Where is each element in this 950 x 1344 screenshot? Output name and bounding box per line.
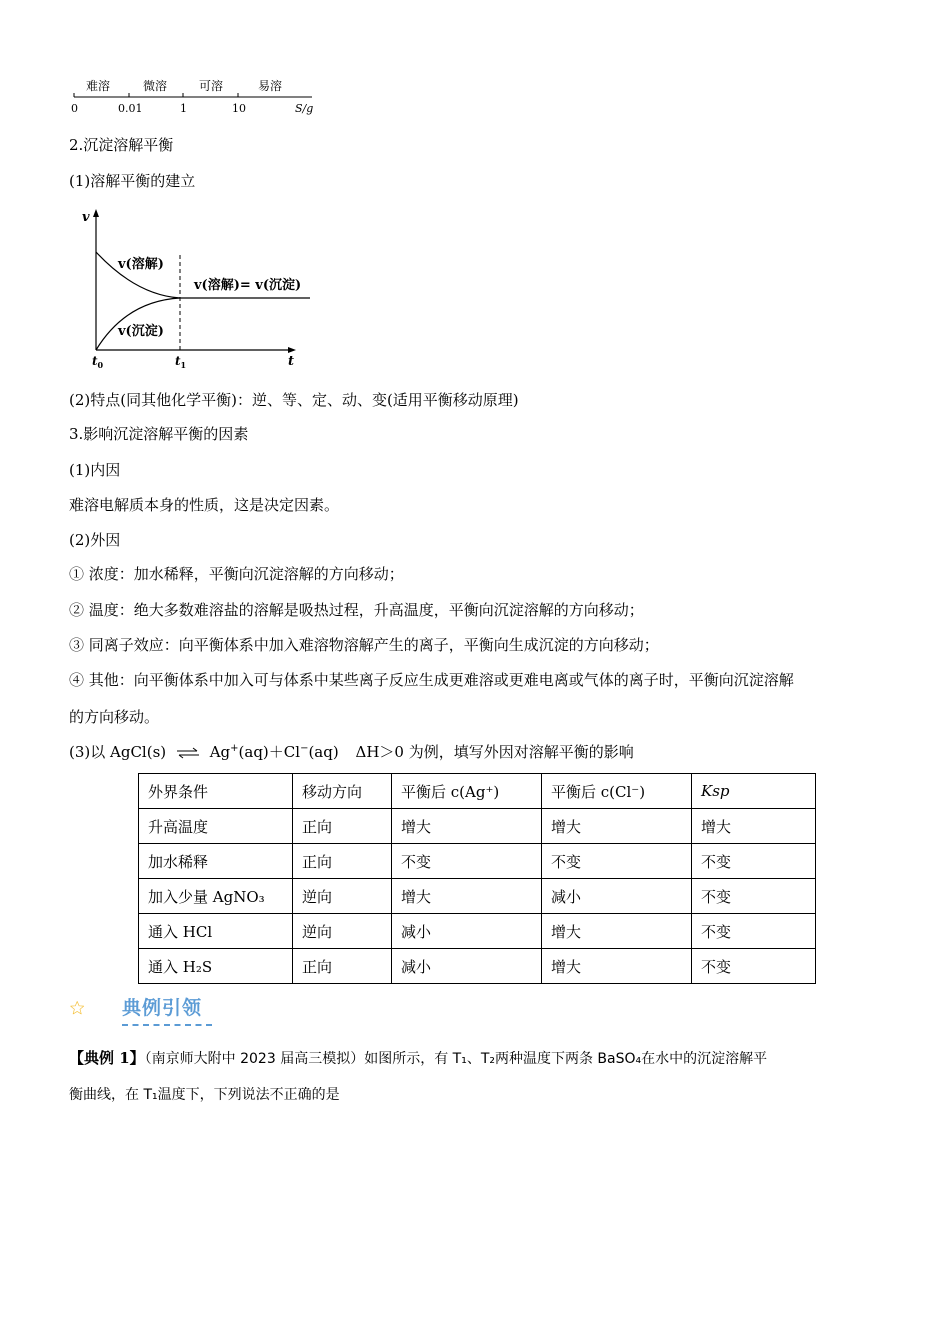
table-header-cell: 移动方向 (293, 774, 392, 809)
table-cell: 通入 HCl (139, 914, 293, 949)
subheading-2-1: (1)溶解平衡的建立 (69, 172, 196, 190)
table-cell: 不变 (692, 949, 816, 984)
scale-segment-label: 微溶 (143, 79, 168, 93)
curve-precip-label: v(沉淀) (118, 324, 164, 339)
table-cell: 减小 (542, 879, 692, 914)
t1-label: t (175, 354, 181, 368)
factors-table (138, 773, 816, 984)
cl-charge: − (300, 743, 309, 754)
table-row (139, 949, 816, 984)
table-cell: 逆向 (293, 879, 392, 914)
table-row (139, 809, 816, 844)
table-cell: 通入 H₂S (139, 949, 293, 984)
banner-underline (122, 1024, 212, 1026)
equilibrium-arrow-icon (175, 747, 201, 759)
factor-item: ① 浓度：加水稀释，平衡向沉淀溶解的方向移动； (69, 565, 404, 583)
t0-label: t (92, 354, 98, 368)
subheading-2-2: (2)特点(同其他化学平衡)：逆、等、定、动、变(适用平衡移动原理) (69, 391, 519, 409)
table-cell: 减小 (392, 914, 542, 949)
equation-suffix: 为例，填写外因对溶解平衡的影响 (408, 743, 634, 761)
t0-subscript: 0 (97, 360, 104, 370)
table-row (139, 844, 816, 879)
scale-segment-label: 易溶 (258, 79, 283, 93)
scale-axis-label: S/g (295, 102, 314, 115)
table-cell: 不变 (692, 879, 816, 914)
aq-cl: (aq)＋Cl (238, 743, 301, 761)
ag-ion: Ag (209, 743, 231, 761)
scale-tick-label: 0 (71, 102, 78, 115)
t1-subscript: 1 (180, 360, 187, 370)
aq-end: (aq) (308, 743, 339, 761)
table-cell: 正向 (293, 809, 392, 844)
table-cell: 不变 (542, 844, 692, 879)
heading-3: 3.影响沉淀溶解平衡的因素 (69, 425, 249, 443)
curve-dissolve-label: v(溶解) (118, 257, 164, 272)
example-text: （南京师大附中 2023 届高三模拟）如图所示，有 T₁、T₂两种温度下两条 BaSO₄在水中的沉淀溶解平 (144, 1051, 768, 1067)
table-cell: 不变 (692, 844, 816, 879)
scale-segment-label: 可溶 (199, 79, 224, 93)
table-cell: 升高温度 (139, 809, 293, 844)
star-icon (70, 985, 120, 1031)
table-cell: 减小 (392, 949, 542, 984)
table-row (139, 914, 816, 949)
scale-tick-label: 1 (180, 102, 187, 115)
subheading-3-1: (1)内因 (69, 461, 121, 479)
factor-item: ③ 同离子效应：向平衡体系中加入难溶物溶解产生的离子，平衡向生成沉淀的方向移动； (69, 636, 659, 654)
rate-time-graph (76, 205, 326, 370)
ag-charge: + (230, 743, 239, 754)
table-cell: 增大 (692, 809, 816, 844)
table-header-cell: 平衡后 c(Ag⁺) (392, 774, 542, 809)
table-cell: 加入少量 AgNO₃ (139, 879, 293, 914)
subheading-3-3 (69, 741, 634, 763)
table-cell: 正向 (293, 844, 392, 879)
table-header-cell: 外界条件 (139, 774, 293, 809)
svg-text:t0 (92, 354, 104, 370)
scale-tick-label: 10 (232, 102, 246, 115)
table-cell: 增大 (392, 879, 542, 914)
table-cell: 逆向 (293, 914, 392, 949)
example-banner-title: 典例引领 (122, 997, 203, 1019)
factor-item: ④ 其他：向平衡体系中加入可与体系中某些离子反应生成更难溶或更难电离或气体的离子时，平衡向沉淀溶解 (69, 671, 794, 689)
equation-prefix: (3)以 AgCl(s) (69, 743, 167, 761)
delta-h: ΔH＞0 (355, 743, 404, 761)
example-label: 【典例 1】 (69, 1049, 145, 1067)
equilibrium-label: v(溶解)= v(沉淀) (194, 278, 302, 293)
scale-segment-label: 难溶 (86, 79, 111, 93)
table-header-row (139, 774, 816, 809)
table-row (139, 879, 816, 914)
table-cell: 增大 (542, 809, 692, 844)
heading-2: 2.沉淀溶解平衡 (69, 136, 174, 154)
example-line-2: 衡曲线，在 T₁温度下，下列说法不正确的是 (69, 1087, 340, 1103)
table-cell: 不变 (692, 914, 816, 949)
scale-tick-label: 0.01 (118, 102, 143, 115)
svg-text:t1 (175, 354, 186, 370)
x-axis-label: t (288, 354, 295, 369)
example-line-1 (69, 1047, 767, 1070)
table-cell: 增大 (542, 914, 692, 949)
factor-item: 的方向移动。 (69, 708, 160, 726)
subheading-3-2: (2)外因 (69, 531, 121, 549)
y-axis-label: v (82, 210, 90, 225)
table-header-cell: Ksp (692, 774, 816, 809)
table-cell: 加水稀释 (139, 844, 293, 879)
internal-factor-text: 难溶电解质本身的性质，这是决定因素。 (69, 496, 340, 514)
table-cell: 增大 (542, 949, 692, 984)
table-header-cell: 平衡后 c(Cl⁻) (542, 774, 692, 809)
table-cell: 不变 (392, 844, 542, 879)
solubility-scale (62, 72, 322, 120)
factor-item: ② 温度：绝大多数难溶盐的溶解是吸热过程，升高温度，平衡向沉淀溶解的方向移动； (69, 601, 644, 619)
table-cell: 正向 (293, 949, 392, 984)
table-cell: 增大 (392, 809, 542, 844)
